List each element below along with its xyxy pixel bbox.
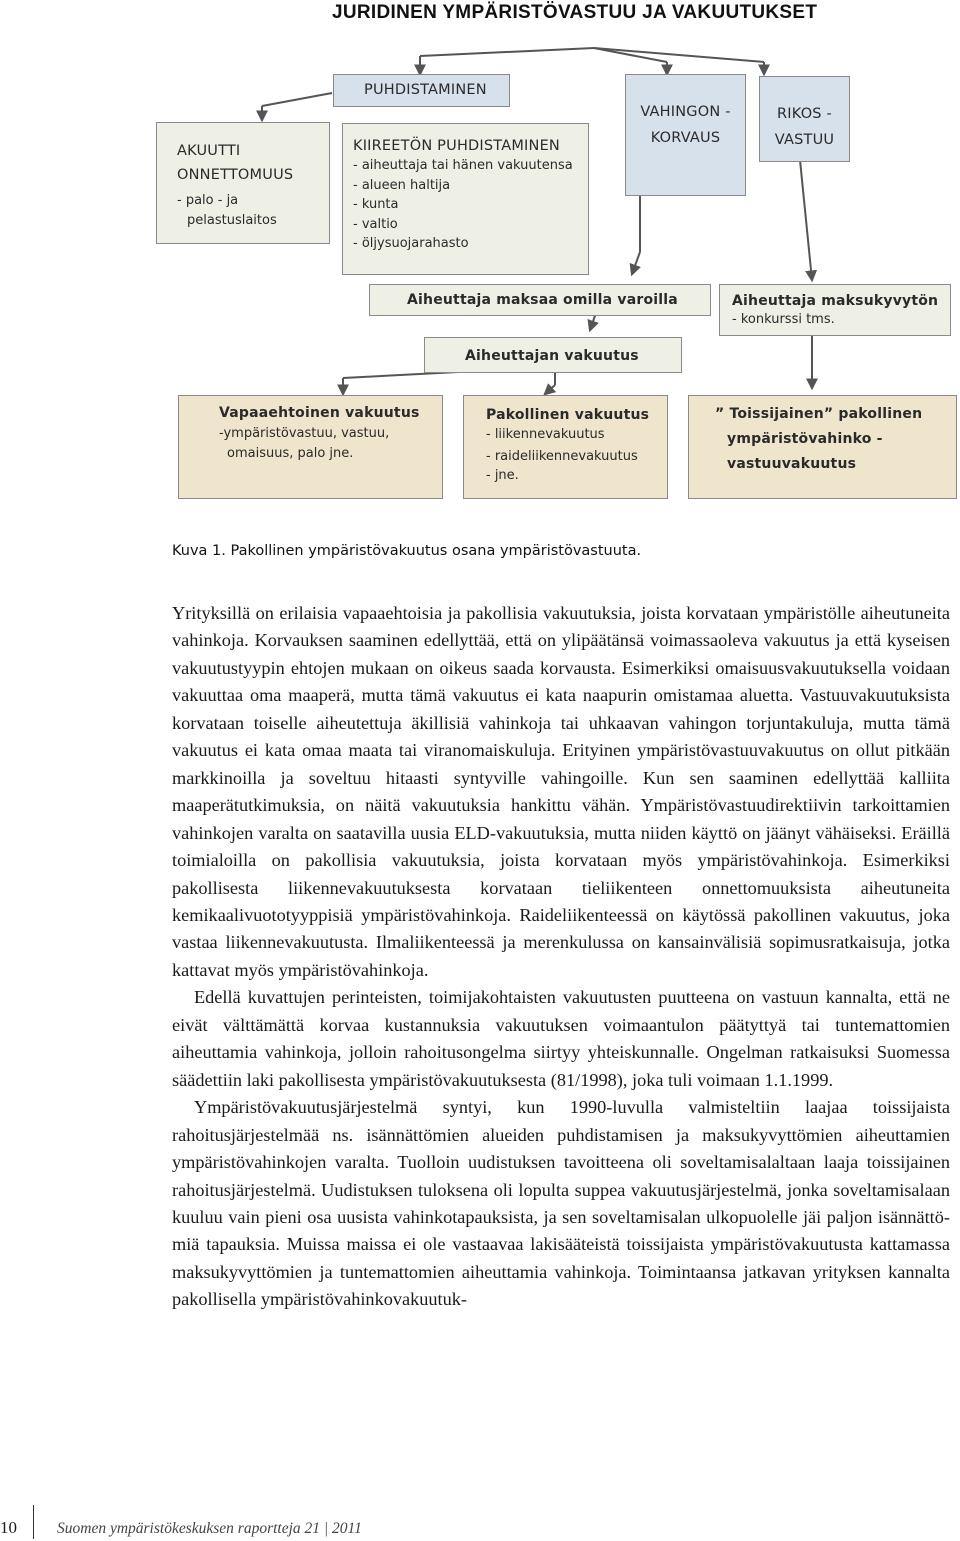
vahingonkorvaus-line-2: KORVAUS xyxy=(650,130,721,146)
box-aiheuttajan-vakuutus xyxy=(424,337,682,373)
box-rikosvastuu xyxy=(759,76,850,162)
box-maksukyvyton xyxy=(719,284,951,336)
paragraph: Edellä kuvattujen perinteisten, toimijakohtaisten vakuutusten puutteena on vastuun kannalta, että ne eivät välttämättä korvaa kustannuksia vakuutuksen voimaantulon päätyttyä tai tuntemattomien aiheuttamia vahinkoja, jolloin rahoitusongelma siirtyy yhteiskunnalle. Ongelman ratkaisuksi Suomessa säädettiin laki pakollisesta ympäristövakuutuksesta (81/1998), joka tuli voimaan 1.1.1999. xyxy=(172,987,950,1090)
maksukyvyton-title: Aiheuttaja maksukyvytön xyxy=(732,293,939,309)
box-kiireeton-puhdistaminen xyxy=(342,123,589,275)
vapaaehtoinen-line-2: omaisuus, palo jne. xyxy=(227,445,354,461)
box-pakollinen-vakuutus xyxy=(463,395,668,499)
box-toissijainen-vakuutus xyxy=(688,395,957,499)
box-vapaaehtoinen-vakuutus xyxy=(178,395,443,499)
box-vahingonkorvaus xyxy=(625,74,746,196)
body-text xyxy=(172,600,950,1314)
pakollinen-item: - jne. xyxy=(486,468,519,483)
kiireeton-item: - aiheuttaja tai hänen vakuutensa xyxy=(353,158,573,173)
box-puhdistaminen xyxy=(333,74,510,107)
figure-caption: Kuva 1. Pakollinen ympäristövakuutus osana ympäristövastuuta. xyxy=(172,543,642,559)
rikosvastuu-line-1: RIKOS - xyxy=(777,106,832,122)
vapaaehtoinen-line-1: -ympäristövastuu, vastuu, xyxy=(219,426,390,441)
paragraph: Yrityksillä on erilaisia vapaaehtoisia ja pakollisia vakuutuksia, joista korvataan ympäristölle aiheutuneita vahinkoja. Korvauksen saaminen edellyttää, että on ylipäätänsä voimassaoleva vakuutus ja että kyseisen vakuutustyypin ehtojen mukaan on oikeus saada korvausta. Esimerkiksi omaisuusvakuutuksella voidaan vakuuttaa oma maaperä, mutta tämä vakuutus ei kata naapurin omistamaa aluetta. Vastuuvakuutuksista korvataan toiselle aiheutettuja äkillisiä vahinkoja tai uhkaavan vahingon torjuntakuluja, mutta tämä vakuutus ei kata omaa maata tai viranomaiskuluja. Erityinen ympäristövastuuvakuutus on ollut pitkään markkinoilla ja soveltuu hitaasti syntyville vahingoille. Kun sen saaminen edellyttää kalliita maaperätutkimuksia, on näitä vakuutuksia hankittu vähän. Ympäristövastuudirektiivin tarkoittamien vahinkojen varalta on saatavilla uusia ELD-vakuutuksia, mutta niiden käyttö on jäänyt vähäiseksi. Eräillä toimialoilla on pakollisia vakuutuksia, joista korvataan myös ympäristövahinkoja. Esimerkiksi pakollisesta liikennevakuutuksesta korvataan tieliikenteen onnettomuuksista aiheutuneita kemikaalivuototyyppisiä ympäristövahinkoja. Raideliikenteessä on käytössä pakollinen vakuutus, joka vastaa liikennevakuutusta. Ilmaliikenteessä ja merenkulussa on kansainvälisiä sopimusratkaisuja, jotka kattavat myös ympäristövahinkoja. xyxy=(172,603,950,980)
toissijainen-line-1: ” Toissijainen” pakollinen xyxy=(715,406,923,422)
rikosvastuu-line-2: VASTUU xyxy=(774,132,835,148)
akuutti-line-2: pelastuslaitos xyxy=(187,212,277,228)
vahingonkorvaus-line-1: VAHINGON - xyxy=(640,104,731,120)
omilla-varoilla-label: Aiheuttaja maksaa omilla varoilla xyxy=(407,292,678,308)
kiireeton-item: - öljysuojarahasto xyxy=(353,236,469,251)
akuutti-title-2: ONNETTOMUUS xyxy=(177,167,294,183)
pakollinen-item: - liikennevakuutus xyxy=(486,427,605,442)
kiireeton-item: - kunta xyxy=(353,197,399,212)
kiireeton-title: KIIREETÖN PUHDISTAMINEN xyxy=(353,138,560,154)
pakollinen-item: - raideliikennevakuutus xyxy=(486,448,638,464)
paragraph: Ympäristövakuutusjärjestelmä syntyi, kun 1990-luvulla valmisteltiin laajaa toissijaista rahoitusjärjestelmää ns. isännättömien alueiden puhdistamisen ja maksukyvyttömien aiheuttamien ympäristövahinkojen varalta. Tuolloin uudistuksen tavoitteena oli soveltamisalaltaan laaja toissijainen rahoitusjärjestelmä. Uudistuksen tuloksena oli lopulta suppea vakuutusjärjestelmä, jonka soveltamisalaan kuuluu vain pieni osa uusista vahinkotapauksista, ja sen soveltamisalan ulkopuolelle jäi paljon isännättömiä tapauksia. Muissa maissa ei ole vastaavaa lakisääteistä toissijaista ympäristövakuutusta kattamassa maksukyvyttömien ja tuntemattomien aiheuttamia vahinkoja. Toimintaansa jatkavan yrityksen kannalta pakollisella ympäristövahinkovakuutuk- xyxy=(172,1097,950,1310)
vapaaehtoinen-title: Vapaaehtoinen vakuutus xyxy=(219,405,420,421)
pakollinen-title: Pakollinen vakuutus xyxy=(486,407,650,423)
kiireeton-item: - alueen haltija xyxy=(353,177,451,193)
akuutti-line-1: - palo - ja xyxy=(177,193,239,208)
box-omilla-varoilla xyxy=(369,284,711,316)
box-akuutti-onnettomuus xyxy=(156,122,330,244)
toissijainen-line-2: ympäristövahinko - xyxy=(727,431,883,447)
maksukyvyton-sub: - konkurssi tms. xyxy=(732,312,835,327)
page-title: JURIDINEN YMPÄRISTÖVASTUU JA VAKUUTUKSET xyxy=(332,2,818,23)
toissijainen-line-3: vastuuvakuutus xyxy=(727,456,857,472)
page-footer xyxy=(0,1500,960,1541)
aiheuttajan-vakuutus-label: Aiheuttajan vakuutus xyxy=(465,348,639,364)
publication-name: Suomen ympäristökeskuksen raportteja 21 | 2011 xyxy=(57,1520,362,1537)
page-number: 10 xyxy=(0,1518,17,1537)
kiireeton-item: - valtio xyxy=(353,216,398,232)
puhdistaminen-title: PUHDISTAMINEN xyxy=(364,82,487,98)
akuutti-title-1: AKUUTTI xyxy=(177,143,241,159)
footer-divider xyxy=(33,1505,34,1539)
